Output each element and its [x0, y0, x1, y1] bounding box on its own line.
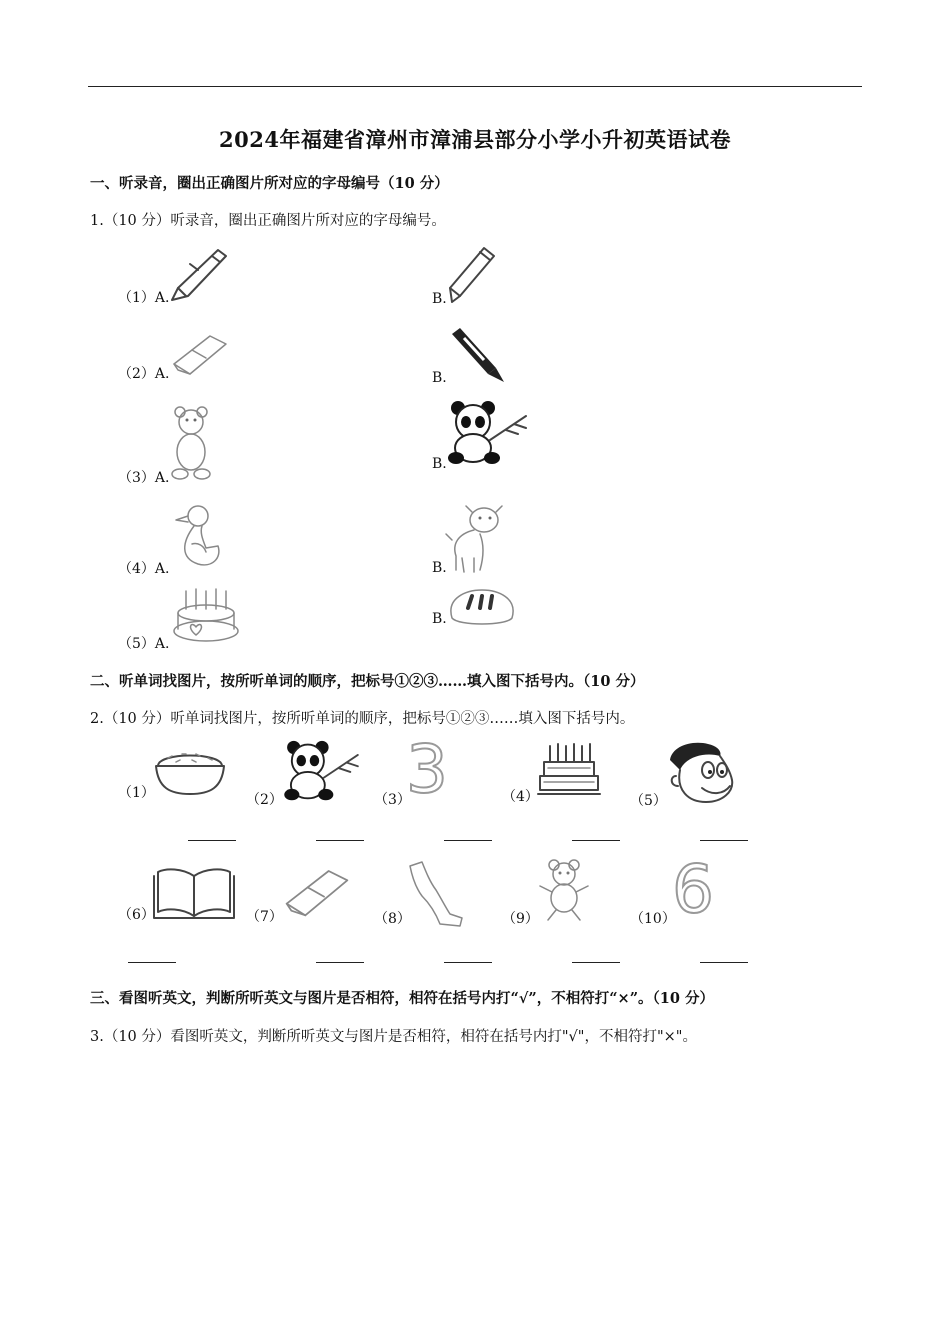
leg-icon	[406, 860, 466, 928]
panda-icon[interactable]	[446, 398, 530, 468]
duck-icon[interactable]	[172, 502, 224, 572]
book-icon	[152, 866, 236, 922]
answer-blank-3[interactable]	[444, 840, 492, 841]
answer-blank-6[interactable]	[128, 962, 176, 963]
pencil-icon[interactable]	[446, 244, 496, 304]
dog-icon[interactable]	[444, 500, 508, 574]
row2-item-9-label: （9）	[502, 911, 539, 927]
row2-item-6-label: （6）	[118, 907, 155, 923]
answer-blank-8[interactable]	[444, 962, 492, 963]
question-2-text: 2.（10 分）听单词找图片，按所听单词的顺序，把标号①②③……填入图下括号内。	[90, 711, 635, 727]
item-3-option-a-label[interactable]: （3）A.	[118, 470, 170, 486]
section-3-heading: 三、看图听英文，判断所听英文与图片是否相符，相符在括号内打“√”，不相符打“×”。（10 分）	[90, 990, 715, 1007]
section-2-heading: 二、听单词找图片，按所听单词的顺序，把标号①②③……填入图下括号内。（10 分）	[90, 673, 645, 690]
row2-item-7-label: （7）	[246, 909, 283, 925]
row1-item-4-label: （4）	[502, 789, 539, 805]
answer-blank-9[interactable]	[572, 962, 620, 963]
bear-icon[interactable]	[166, 406, 216, 482]
number-six-icon: 6	[672, 851, 714, 928]
panda-icon	[282, 738, 362, 804]
row1-item-1-label: （1）	[118, 785, 155, 801]
row2-item-10-label: （10）	[630, 911, 676, 927]
eraser-icon[interactable]	[170, 330, 230, 378]
answer-blank-5[interactable]	[700, 840, 748, 841]
item-2-option-a-label[interactable]: （2）A.	[118, 366, 170, 382]
answer-blank-2[interactable]	[316, 840, 364, 841]
item-1-option-b-label[interactable]: B.	[432, 291, 447, 307]
crayon-icon[interactable]	[446, 324, 508, 386]
row2-item-8-label: （8）	[374, 911, 411, 927]
birthday-cake-icon	[536, 742, 602, 800]
pen-icon[interactable]	[168, 244, 230, 302]
row1-item-5-label: （5）	[630, 793, 667, 809]
item-4-option-b-label[interactable]: B.	[432, 560, 447, 576]
face-icon	[662, 740, 740, 808]
section-1-heading: 一、听录音，圈出正确图片所对应的字母编号（10 分）	[90, 175, 449, 192]
answer-blank-7[interactable]	[316, 962, 364, 963]
row1-item-2-label: （2）	[246, 792, 283, 808]
number-three-icon: 3	[406, 731, 448, 808]
page-title: 2024年福建省漳州市漳浦县部分小学小升初英语试卷	[219, 127, 731, 152]
cake-icon[interactable]	[170, 587, 242, 647]
teddy-bear-icon	[536, 858, 592, 924]
rice-bowl-icon	[152, 744, 228, 798]
item-5-option-b-label[interactable]: B.	[432, 611, 447, 627]
item-5-option-a-label[interactable]: （5）A.	[118, 636, 170, 652]
question-1-text: 1.（10 分）听录音，圈出正确图片所对应的字母编号。	[90, 213, 446, 229]
item-4-option-a-label[interactable]: （4）A.	[118, 561, 170, 577]
header-rule	[88, 86, 862, 87]
row1-item-3-label: （3）	[374, 792, 411, 808]
answer-blank-4[interactable]	[572, 840, 620, 841]
answer-blank-1[interactable]	[188, 840, 236, 841]
question-3-text: 3.（10 分）看图听英文，判断所听英文与图片是否相符，相符在括号内打"√"，不相符打"×"。	[90, 1029, 697, 1045]
answer-blank-10[interactable]	[700, 962, 748, 963]
bread-icon[interactable]	[446, 588, 518, 628]
item-3-option-b-label[interactable]: B.	[432, 456, 447, 472]
eraser-icon	[282, 864, 352, 920]
item-2-option-b-label[interactable]: B.	[432, 370, 447, 386]
item-1-option-a-label[interactable]: （1）A.	[118, 290, 170, 306]
